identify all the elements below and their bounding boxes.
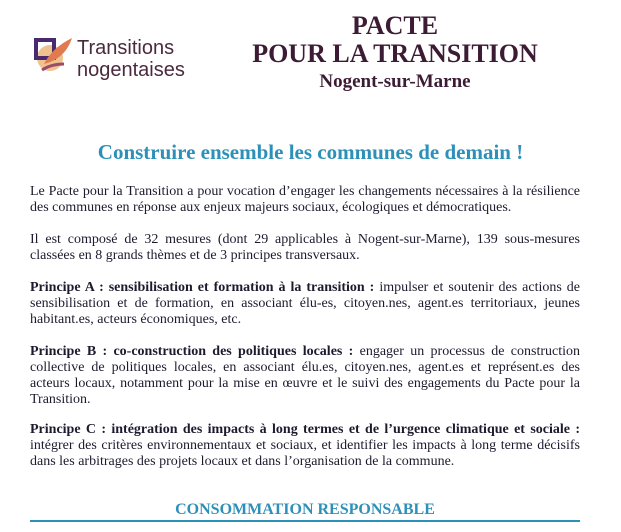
body-text [30, 184, 580, 486]
section-divider [30, 520, 580, 522]
principle-a-title: Principe A : sensibilisation et formation à la transition : [30, 280, 375, 295]
principle-b-text: engager un processus de construction collective de politiques locales, en associant élu.es, citoyen.nes, agent.es et représent.es des acteurs locaux, notamment pour la mise en œuvre et le suivi des engagements du Pacte pour la Transition. [30, 344, 580, 407]
document-header [240, 12, 550, 94]
title-line1: PACTE [351, 11, 439, 40]
section-heading: CONSOMMATION RESPONSABLE [175, 501, 435, 518]
city-name: Nogent-sur-Marne [319, 71, 471, 92]
transitions-nogentaises-logo [28, 30, 208, 80]
title-line2: POUR LA TRANSITION [252, 39, 538, 68]
principle-c [30, 422, 580, 470]
principle-c-title: Principe C : intégration des impacts à long termes et de l’urgence climatique et sociale : [30, 422, 580, 437]
principle-b-title: Principe B : co-construction des politiques locales : [30, 344, 354, 359]
principle-a [30, 280, 580, 328]
logo-mark-icon [28, 30, 76, 78]
principle-c-text: intégrer des critères environnementaux et sociaux, et identifier les impacts à long terme décisifs dans les arbitrages des projets locaux et dans l’organisation de la commune. [30, 438, 580, 469]
subtitle: Construire ensemble les communes de demain ! [97, 140, 524, 164]
logo-text-line2: nogentaises [77, 59, 185, 81]
principle-b [30, 344, 580, 408]
logo-text-line1: Transitions [77, 37, 175, 59]
composition-paragraph: Il est composé de 32 mesures (dont 29 applicables à Nogent-sur-Marne), 139 sous-mesures classées en 8 grands thèmes et de 3 principes transversaux. [30, 232, 580, 263]
principle-a-text: impulser et soutenir des actions de sensibilisation et de formation, en associant élu-es, citoyen.nes, agent.es territoriaux, jeunes habitant.es, acteurs économiques, etc. [30, 280, 581, 327]
intro-paragraph: Le Pacte pour la Transition a pour vocation d’engager les changements nécessaires à la résilience des communes en réponse aux enjeux majeurs sociaux, écologiques et démocratiques. [30, 184, 580, 215]
